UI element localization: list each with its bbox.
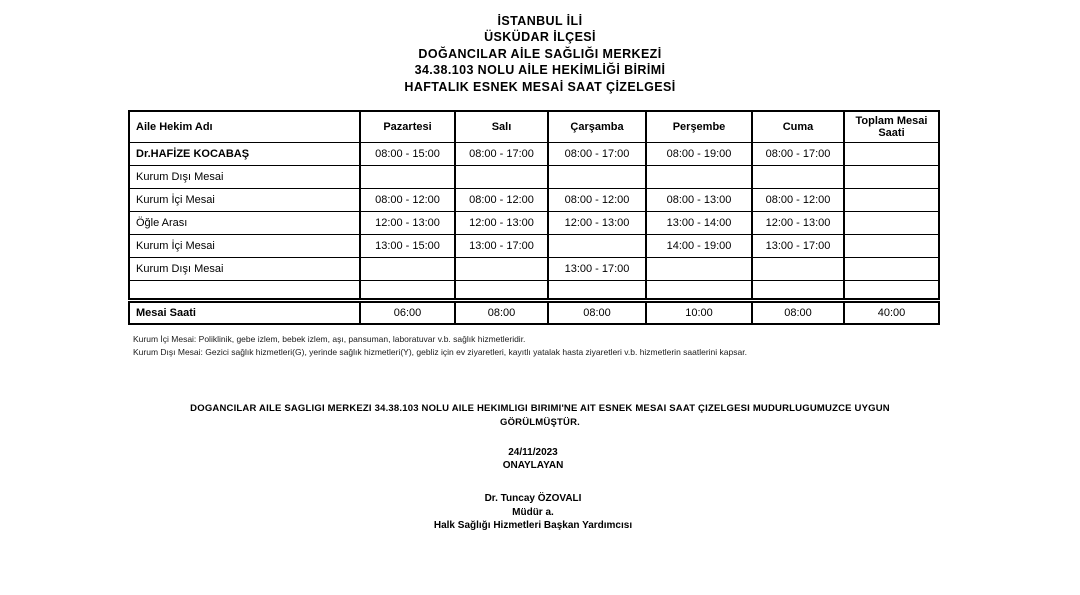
time-cell (844, 188, 939, 211)
time-cell: 12:00 - 13:00 (455, 211, 548, 234)
title-unit: 34.38.103 NOLU AİLE HEKİMLİĞİ BİRİMİ (414, 63, 666, 78)
schedule-row (129, 234, 939, 257)
schedule-table (128, 110, 940, 325)
column-header: Pazartesi (360, 111, 455, 142)
schedule-total-row (129, 300, 939, 324)
row-label-cell (129, 280, 360, 300)
schedule-row (129, 142, 939, 165)
time-cell: 13:00 - 17:00 (455, 234, 548, 257)
time-cell (360, 165, 455, 188)
time-cell (844, 211, 939, 234)
schedule-row (129, 211, 939, 234)
column-header: Çarşamba (548, 111, 646, 142)
column-header: Cuma (752, 111, 844, 142)
schedule-row (129, 257, 939, 280)
column-header: Perşembe (646, 111, 752, 142)
signature-block (0, 492, 1066, 533)
signer-title2: Halk Sağlığı Hizmetleri Başkan Yardımcısı (433, 520, 633, 531)
time-cell: 13:00 - 14:00 (646, 211, 752, 234)
time-cell (844, 142, 939, 165)
title-schedule: HAFTALIK ESNEK MESAİ SAAT ÇİZELGESİ (404, 79, 676, 94)
time-cell: 12:00 - 13:00 (548, 211, 646, 234)
row-label-cell: Kurum İçi Mesai (129, 188, 360, 211)
time-cell (752, 280, 844, 300)
time-cell: 08:00 - 17:00 (455, 142, 548, 165)
time-cell (844, 280, 939, 300)
document-header (0, 13, 1080, 95)
time-cell (548, 234, 646, 257)
title-province: İSTANBUL İLİ (497, 14, 583, 28)
time-cell (455, 257, 548, 280)
time-cell (360, 257, 455, 280)
row-label-cell: Kurum İçi Mesai (129, 234, 360, 257)
time-cell: 08:00 - 12:00 (455, 188, 548, 211)
row-label-cell: Öğle Arası (129, 211, 360, 234)
title-health-center: DOĞANCILAR AİLE SAĞLIĞI MERKEZİ (418, 46, 662, 61)
time-cell (455, 280, 548, 300)
approver-label: ONAYLAYAN (502, 459, 564, 471)
column-header: Aile Hekim Adı (129, 111, 360, 142)
time-cell: 08:00 - 17:00 (548, 142, 646, 165)
column-header: Toplam Mesai Saati (844, 111, 939, 142)
time-cell (844, 165, 939, 188)
schedule-body (129, 142, 939, 300)
schedule-row (129, 188, 939, 211)
time-cell: 08:00 - 15:00 (360, 142, 455, 165)
time-cell (646, 165, 752, 188)
row-label-cell: Dr.HAFİZE KOCABAŞ (129, 142, 360, 165)
time-cell (646, 257, 752, 280)
time-cell: 08:00 - 12:00 (752, 188, 844, 211)
time-cell (752, 165, 844, 188)
time-cell (360, 280, 455, 300)
total-hours-cell: 06:00 (360, 300, 455, 324)
row-label-cell: Kurum Dışı Mesai (129, 257, 360, 280)
schedule-header-row (129, 111, 939, 142)
total-hours-cell: 08:00 (752, 300, 844, 324)
time-cell (548, 280, 646, 300)
approval-date-block (0, 447, 1066, 472)
time-cell: 12:00 - 13:00 (752, 211, 844, 234)
time-cell (844, 234, 939, 257)
time-cell: 13:00 - 17:00 (752, 234, 844, 257)
time-cell (548, 165, 646, 188)
total-hours-cell: 40:00 (844, 300, 939, 324)
signer-name: Dr. Tuncay ÖZOVALI (484, 493, 582, 504)
schedule-row (129, 165, 939, 188)
time-cell: 13:00 - 15:00 (360, 234, 455, 257)
column-header: Salı (455, 111, 548, 142)
row-label-cell: Kurum Dışı Mesai (129, 165, 360, 188)
total-hours-cell: 08:00 (548, 300, 646, 324)
total-row-label: Mesai Saati (129, 300, 360, 324)
title-district: ÜSKÜDAR İLÇESİ (484, 30, 596, 45)
time-cell (752, 257, 844, 280)
time-cell: 08:00 - 12:00 (548, 188, 646, 211)
time-cell: 08:00 - 17:00 (752, 142, 844, 165)
footnote-kurum-ici: Kurum İçi Mesai: Poliklinik, gebe izlem, bebek izlem, aşı, pansuman, laboratuvar v.b. sağlık hizmetleridir. (133, 334, 526, 344)
time-cell: 08:00 - 19:00 (646, 142, 752, 165)
time-cell: 13:00 - 17:00 (548, 257, 646, 280)
time-cell: 14:00 - 19:00 (646, 234, 752, 257)
time-cell: 08:00 - 12:00 (360, 188, 455, 211)
footnote-kurum-disi: Kurum Dışı Mesai: Gezici sağlık hizmetleri(G), yerinde sağlık hizmetleri(Y), gebliz için ev ziyaretleri, kayıtlı yatalak hasta ziyaretleri v.b. hizmetlerin saatlerini kapsar. (133, 347, 747, 357)
time-cell (646, 280, 752, 300)
time-cell: 08:00 - 13:00 (646, 188, 752, 211)
total-hours-cell: 10:00 (646, 300, 752, 324)
footnotes (133, 333, 953, 359)
schedule-row (129, 280, 939, 300)
total-hours-cell: 08:00 (455, 300, 548, 324)
time-cell: 12:00 - 13:00 (360, 211, 455, 234)
time-cell (844, 257, 939, 280)
time-cell (455, 165, 548, 188)
approval-statement: DOGANCILAR AILE SAGLIGI MERKEZI 34.38.103 NOLU AILE HEKIMLIGI BIRIMI'NE AIT ESNEK MESAI SAAT ÇIZELGESI MUDURLUGUMUZCE UYGUN GÖRÜLMÜŞTÜR. (190, 403, 890, 428)
approval-date: 24/11/2023 (508, 447, 558, 458)
signer-title1: Müdür a. (512, 506, 554, 518)
